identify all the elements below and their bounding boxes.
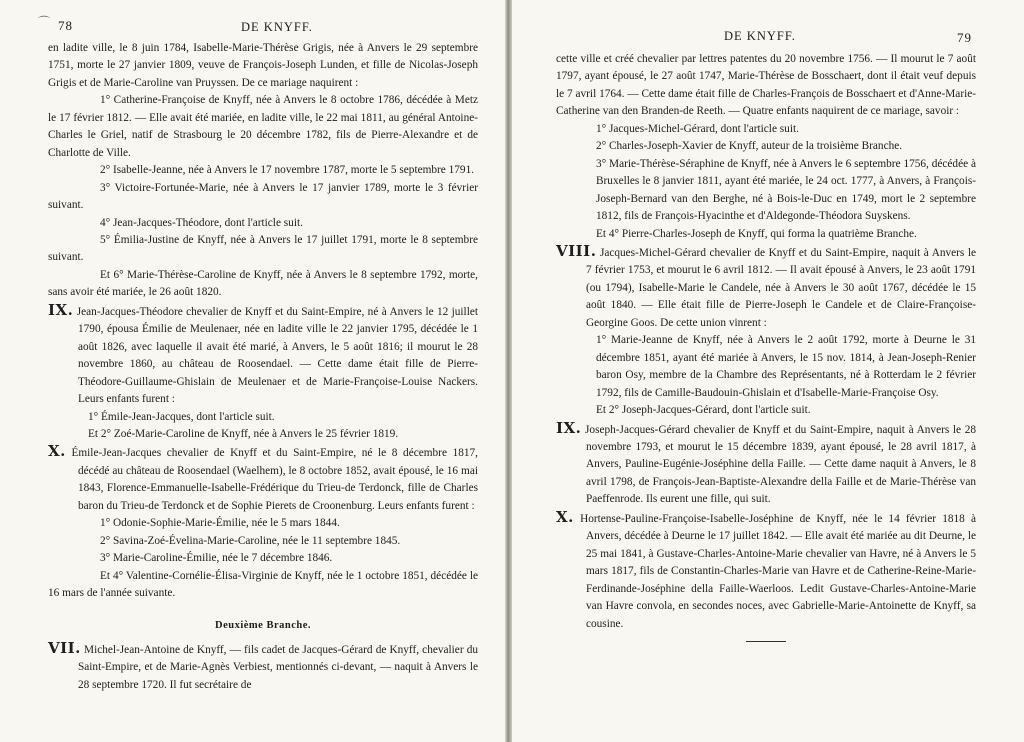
- book-gutter: [505, 0, 512, 742]
- child-paragraph: Et 4° Pierre-Charles-Joseph de Knyff, qui forma la quatrième Branche.: [596, 227, 917, 240]
- generation-numeral: X.: [556, 507, 574, 526]
- entry-text: Joseph-Jacques-Gérard chevalier de Knyff et du Saint-Empire, naquit à Anvers le 28 novembre 1793, et mourut le 15 décembre 1839, ayant épousé, le 28 avril 1817, à Anvers, Pauline-Eugénie-Joséphine della Faille. — Cette dame naquit à Anvers, le 8 avril 1798, de François-Jean-Baptiste-Alexandre della Faille et de Marie-Thérèse van Paeffenrode. Ils eurent une fille, qui suit.: [581, 423, 976, 506]
- right-page-header: [512, 0, 1024, 45]
- generation-entry: [556, 243, 976, 332]
- child-paragraph: 1° Catherine-Françoise de Knyff, née à Anvers le 8 octobre 1786, décédée à Metz le 17 février 1812. — Elle avait été mariée, en ladite ville, le 22 mai 1811, au général Antoine-Charles le Griel, natif de Strasbourg le 20 décembre 1782, fils de Pierre-Alexandre et de Charlotte de Ville.: [48, 94, 478, 159]
- child-paragraph: 2° Isabelle-Jeanne, née à Anvers le 17 novembre 1787, morte le 5 septembre 1791.: [100, 164, 475, 177]
- child-paragraph: 3° Victoire-Fortunée-Marie, née à Anvers le 17 janvier 1789, morte le 3 février suivant.: [48, 181, 478, 212]
- page-number: 78: [58, 18, 73, 33]
- generation-numeral: VII.: [48, 638, 81, 657]
- generation-numeral: X.: [48, 442, 66, 461]
- generation-entry: [556, 420, 976, 509]
- generation-numeral: VIII.: [556, 241, 597, 260]
- page-number: 79: [957, 30, 972, 45]
- continued-paragraph: en ladite ville, le 8 juin 1784, Isabelle-Marie-Thérèse Grigis, née à Anvers le 29 septembre 1751, morte le 27 janvier 1809, veuve de François-Joseph Lunden, et fille de Nicolas-Joseph Grigis et de Marie-Caroline van Pruyssen. De ce mariage naquirent :: [48, 42, 478, 89]
- running-head: DE KNYFF.: [241, 20, 313, 34]
- child-paragraph: 2° Savina-Zoé-Évelina-Marie-Caroline, née le 11 septembre 1845.: [100, 534, 401, 547]
- left-page-header: [0, 0, 505, 40]
- child-paragraph: Et 6° Marie-Thérèse-Caroline de Knyff, née à Anvers le 8 septembre 1792, morte, sans avoir été mariée, le 26 août 1820.: [48, 268, 478, 299]
- child-paragraph: 1° Marie-Jeanne de Knyff, née à Anvers le 2 août 1792, morte à Deurne le 31 décembre 1851, ayant été mariée à Anvers, le 15 nov. 1814, à Jean-Joseph-Renier baron Osy, membre de la Chambre des Représentants, né à Rotterdam le 2 février 1792, fils de Camille-Baudouin-Ghislain et d'Isabelle-Marie-Françoise Osy.: [596, 334, 976, 399]
- section-heading: Deuxième Branche.: [215, 619, 311, 631]
- entry-text: Hortense-Pauline-Françoise-Isabelle-Joséphine de Knyff, née le 14 février 1818 à Anvers, décédée à Deurne le 17 juillet 1842. — Elle avait été mariée au dit Deurne, le 25 mai 1841, à Gustave-Charles-Antoine-Marie chevalier van Havre, né à Anvers le 5 mars 1817, fils de Constantin-Charles-Marie van Havre et de Catherine-Reine-Marie-Ferdinande-Joséphine della Faille-Waerloos. Ledit Gustave-Charles-Antoine-Marie van Havre convola, en secondes noces, avec Gabrielle-Marie-Antoinette de Knyff, sa cousine.: [573, 512, 976, 630]
- generation-numeral: IX.: [556, 418, 582, 437]
- child-paragraph: Et 2° Zoé-Marie-Caroline de Knyff, née à Anvers le 25 février 1819.: [88, 427, 399, 440]
- entry-text: Jacques-Michel-Gérard chevalier de Knyff et du Saint-Empire, naquit à Anvers le 7 février 1753, et mourut le 6 avril 1812. — Il avait épousé à Anvers, le 23 août 1791 (ou 1794), Isabelle-Marie le Candele, née à Anvers le 30 août 1767, décédée le 15 août 1840. — Elle était fille de Pierre-Joseph le Candele et de Claire-Françoise-Georgine Goos. De cette union vinrent :: [586, 246, 976, 329]
- entry-text: Michel-Jean-Antoine de Knyff, — fils cadet de Jacques-Gérard de Knyff, chevalier du Saint-Empire, et de Marie-Agnès Verbiest, mentionnés ci-devant, — naquit à Anvers le 28 septembre 1720. Il fut secrétaire de: [78, 643, 478, 691]
- child-paragraph: 1° Jacques-Michel-Gérard, dont l'article suit.: [596, 122, 799, 135]
- entry-text: Émile-Jean-Jacques chevalier de Knyff et du Saint-Empire, né le 8 décembre 1817, décédé au château de Roosendael (Waelhem), le 8 octobre 1852, avait épousé, le 16 mai 1843, Florence-Emmanuelle-Isabelle-Frédérique du Trieu-de Terdonck, fille de Charles baron du Trieu-de Terdonck et de Sophie Pierets de Croonenburg. Leurs enfants furent :: [65, 447, 478, 512]
- child-paragraph: Et 2° Joseph-Jacques-Gérard, dont l'article suit.: [596, 404, 811, 417]
- continued-paragraph: cette ville et créé chevalier par lettres patentes du 20 novembre 1756. — Il mourut le 7 août 1797, ayant épousé, le 27 août 1747, Marie-Thérèse de Bosschaert, dont il était veuf depuis le 7 avril 1764. — Cette dame était fille de Charles-François de Bosschaert et d'Anne-Marie-Catherine van den Branden-de Reeth. — Quatre enfants naquirent de ce mariage, savoir :: [556, 53, 976, 118]
- generation-entry: [48, 640, 478, 694]
- child-paragraph: 4° Jean-Jacques-Théodore, dont l'article suit.: [100, 216, 303, 229]
- right-page-text: [556, 51, 976, 642]
- generation-entry: [48, 302, 478, 409]
- child-paragraph: 3° Marie-Caroline-Émilie, née le 7 décembre 1846.: [100, 552, 333, 565]
- right-page: [512, 0, 1024, 742]
- entry-text: Jean-Jacques-Théodore chevalier de Knyff et du Saint-Empire, né à Anvers le 12 juillet 1790, épousa Émilie de Meulenaer, née en ladite ville le 22 janvier 1795, décédée le 1 août 1826, avec laquelle il avait été marié, à Anvers, le 5 août 1816; il mourut le 28 novembre 1860, au château de Roosendael. — Cette dame était fille de Pierre-Théodore-Guillaume-Ghislain de Meulenaer et de Marie-Françoise-Louise Nackers. Leurs enfants furent :: [73, 305, 478, 406]
- child-paragraph: 5° Émilia-Justine de Knyff, née à Anvers le 17 juillet 1791, morte le 8 septembre suivant.: [48, 233, 478, 264]
- left-page-text: [48, 40, 478, 694]
- child-paragraph: Et 4° Valentine-Cornélie-Élisa-Virginie de Knyff, née le 1 octobre 1851, décédée le 16 mars de l'année suivante.: [48, 569, 478, 600]
- child-paragraph: 2° Charles-Joseph-Xavier de Knyff, auteur de la troisième Branche.: [596, 140, 903, 153]
- running-head: DE KNYFF.: [724, 29, 796, 43]
- child-paragraph: 1° Odonie-Sophie-Marie-Émilie, née le 5 mars 1844.: [100, 517, 340, 530]
- left-page: [0, 0, 505, 742]
- generation-entry: [48, 443, 478, 515]
- generation-entry: [556, 509, 976, 633]
- end-rule: [746, 641, 786, 642]
- corner-mark-icon: ⌒: [38, 15, 52, 29]
- child-paragraph: 1° Émile-Jean-Jacques, dont l'article suit.: [88, 410, 275, 423]
- generation-numeral: IX.: [48, 300, 74, 319]
- child-paragraph: 3° Marie-Thérèse-Séraphine de Knyff, née à Anvers le 6 septembre 1756, décédée à Bruxelles le 8 janvier 1811, ayant été mariée, le 24 oct. 1777, à Anvers, à François-Joseph-Bernard van den Berghe, né à Bois-le-Duc en 1749, mort le 2 septembre 1812, fils de François-Hyacinthe et d'Aldegonde-Théodora Suyskens.: [596, 157, 976, 223]
